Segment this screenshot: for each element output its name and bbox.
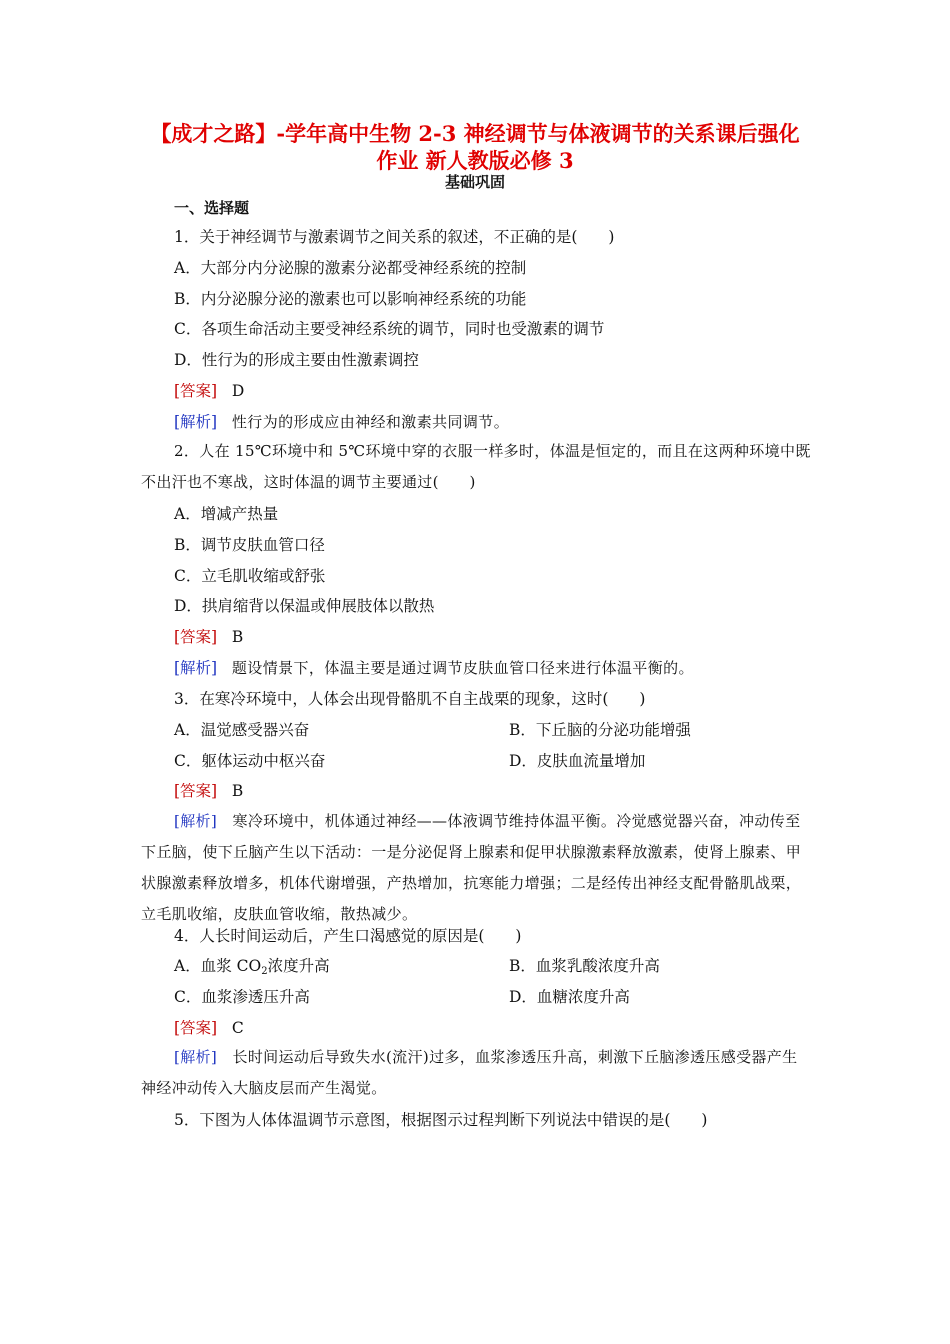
question-3-answer [174,779,243,803]
question-4-answer [174,1016,244,1040]
question-4-option-c: C．血浆渗透压升高 [174,988,310,1006]
analysis-text: 长时间运动后导致失水(流汗)过多，血浆渗透压升高，刺激下丘脑渗透压感受器产生神经冲动传入大脑皮层而产生渴觉。 [141,1048,798,1097]
subscript: 2 [261,966,268,977]
analysis-label: [解析] [174,812,218,830]
question-2-answer [174,625,243,649]
answer-label: [答案] [174,382,218,400]
analysis-text: 寒冷环境中，机体通过神经——体液调节维持体温平衡。冷觉感觉器兴奋，冲动传至下丘脑，使下丘脑产生以下活动：一是分泌促肾上腺素和促甲状腺激素释放激素，使肾上腺素、甲状腺激素释放增多，机体代谢增强，产热增加，抗寒能力增强；二是经传出神经支配骨骼肌战栗，立毛肌收缩，皮肤血管收缩，散热减少。 [141,812,802,923]
question-2-analysis [174,656,694,680]
analysis-text: 性行为的形成应由神经和激素共同调节。 [231,413,510,431]
answer-value: D [231,382,245,400]
option-a-text: A．血浆 CO [174,957,262,975]
option-a-tail: 浓度升高 [267,957,330,975]
question-4-analysis [141,1042,811,1104]
answer-label: [答案] [174,1019,218,1037]
question-3-analysis [141,806,811,930]
question-5-stem: 5．下图为人体体温调节示意图，根据图示过程判断下列说法中错误的是( ) [174,1111,708,1129]
question-3-stem: 3．在寒冷环境中，人体会出现骨骼肌不自主战栗的现象，这时( ) [174,690,646,708]
question-1-answer [174,379,244,403]
analysis-text: 题设情景下，体温主要是通过调节皮肤血管口径来进行体温平衡的。 [231,659,694,677]
answer-label: [答案] [174,628,218,646]
question-2-option-d: D．拱肩缩背以保温或伸展肢体以散热 [174,597,435,615]
question-4-option-b: B．血浆乳酸浓度升高 [509,957,660,975]
answer-value: C [231,1019,244,1037]
question-2-option-a: A．增减产热量 [174,505,279,523]
document-subtitle: 基础巩固 [444,173,505,191]
question-2-option-b: B．调节皮肤血管口径 [174,536,325,554]
question-1-stem: 1．关于神经调节与激素调节之间关系的叙述，不正确的是( ) [174,228,615,246]
analysis-label: [解析] [174,659,218,677]
question-1-option-d: D．性行为的形成主要由性激素调控 [174,351,419,369]
answer-value: B [231,628,244,646]
document-title: 【成才之路】-学年高中生物 2-3 神经调节与体液调节的关系课后强化作业 新人教版必修 3 [150,121,800,173]
question-1-option-b: B．内分泌腺分泌的激素也可以影响神经系统的功能 [174,290,527,308]
question-3-option-a: A．温觉感受器兴奋 [174,721,310,739]
question-4-stem: 4．人长时间运动后，产生口渴感觉的原因是( ) [174,927,522,945]
question-1-option-c: C．各项生命活动主要受神经系统的调节，同时也受激素的调节 [174,320,605,338]
answer-label: [答案] [174,782,218,800]
question-2-option-c: C．立毛肌收缩或舒张 [174,567,326,585]
question-1-option-a: A．大部分内分泌腺的激素分泌都受神经系统的控制 [174,259,527,277]
answer-value: B [231,782,244,800]
analysis-label: [解析] [174,1048,218,1066]
question-4-option-a [174,954,330,984]
question-3-option-b: B．下丘脑的分泌功能增强 [509,721,691,739]
question-3-option-c: C．躯体运动中枢兴奋 [174,752,326,770]
question-1-analysis [174,410,509,434]
section-heading: 一、选择题 [174,199,250,217]
question-4-option-d: D．血糖浓度升高 [509,988,630,1006]
analysis-label: [解析] [174,413,218,431]
question-2-stem: 2．人在 15℃环境中和 5℃环境中穿的衣服一样多时，体温是恒定的，而且在这两种环境中既不出汗也不寒战，这时体温的调节主要通过( ) [141,442,811,491]
question-3-option-d: D．皮肤血流量增加 [509,752,646,770]
